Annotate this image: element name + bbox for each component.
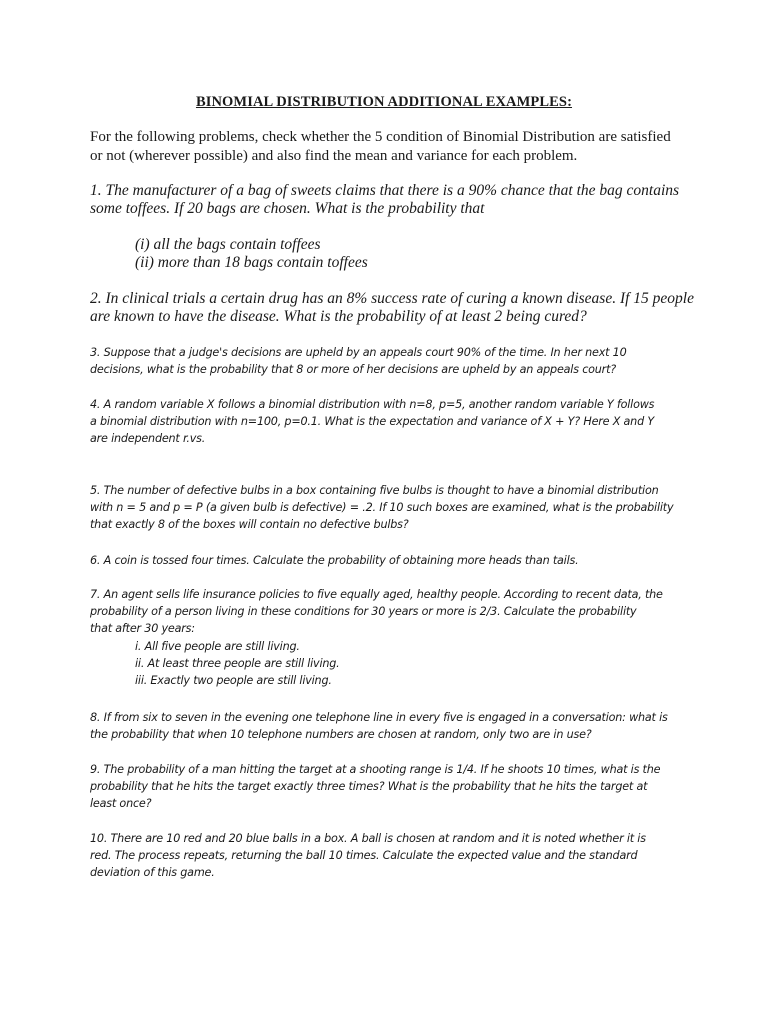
intro-paragraph: [90, 128, 710, 166]
question-3: [90, 344, 690, 378]
question-line: red. The process repeats, returning the ball 10 times. Calculate the expected value and the standard: [90, 849, 638, 863]
question-line: decisions, what is the probability that 8 or more of her decisions are upheld by an appeals court?: [90, 363, 617, 377]
question-line: 9. The probability of a man hitting the target at a shooting range is 1/4. If he shoots 10 times, what is the: [90, 763, 661, 776]
question-line: probability of a person living in these conditions for 30 years or more is 2/3. Calculate the probability: [90, 605, 637, 619]
question-line: that exactly 8 of the boxes will contain no defective bulbs?: [90, 518, 409, 532]
subpart-item: i. All five people are still living.: [135, 640, 300, 653]
question-line: 3. Suppose that a judge's decisions are upheld by an appeals court 90% of the time. In her next 10: [90, 346, 627, 359]
intro-line: For the following problems, check whether the 5 condition of Binomial Distribution are satisfied: [90, 129, 671, 145]
question-4: [90, 396, 690, 448]
question-2: [90, 290, 694, 326]
question-line: least once?: [90, 797, 152, 811]
question-line: are independent r.vs.: [90, 432, 206, 446]
subpart-item: iii. Exactly two people are still living.: [135, 674, 332, 688]
question-line: with n = 5 and p = P (a given bulb is defective) = .2. If 10 such boxes are examined, what is the probability: [90, 501, 674, 515]
question-line: 1. The manufacturer of a bag of sweets claims that there is a 90% chance that the bag contains: [90, 182, 680, 199]
subpart-item: (i) all the bags contain toffees: [135, 236, 321, 253]
question-line: 8. If from six to seven in the evening one telephone line in every five is engaged in a conversation: what is: [90, 711, 668, 724]
question-line: 4. A random variable X follows a binomial distribution with n=8, p=5, another random variable Y follows: [90, 398, 655, 411]
question-line: a binomial distribution with n=100, p=0.1. What is the expectation and variance of X + Y? Here X and Y: [90, 415, 654, 429]
question-line: are known to have the disease. What is the probability of at least 2 being cured?: [90, 308, 587, 325]
question-line: 10. There are 10 red and 20 blue balls in a box. A ball is chosen at random and it is noted whether it is: [90, 832, 646, 845]
subpart-item: (ii) more than 18 bags contain toffees: [135, 254, 368, 271]
question-line: 2. In clinical trials a certain drug has an 8% success rate of curing a known disease. If 15 people: [90, 290, 694, 307]
question-line: 5. The number of defective bulbs in a box containing five bulbs is thought to have a binomial distribution: [90, 484, 659, 497]
document-title: BINOMIAL DISTRIBUTION ADDITIONAL EXAMPLES:: [195, 94, 573, 110]
subpart-item: ii. At least three people are still living.: [135, 657, 340, 671]
question-line: probability that he hits the target exactly three times? What is the probability that he hits the target at: [90, 780, 648, 794]
question-line: the probability that when 10 telephone numbers are chosen at random, only two are in use?: [90, 728, 592, 742]
intro-line: or not (wherever possible) and also find the mean and variance for each problem.: [90, 148, 578, 164]
question-line: 7. An agent sells life insurance policies to five equally aged, healthy people. According to recent data, the: [90, 588, 663, 601]
question-10: [90, 830, 690, 882]
question-line: deviation of this game.: [90, 866, 215, 880]
question-line: that after 30 years:: [90, 622, 195, 636]
question-1-subparts: [135, 236, 368, 272]
question-7: [90, 586, 690, 638]
question-8: [90, 709, 690, 743]
question-1: [90, 182, 690, 218]
question-line: some toffees. If 20 bags are chosen. What is the probability that: [90, 200, 485, 217]
question-7-subparts: [135, 638, 340, 690]
question-5: [90, 482, 690, 534]
question-6: [90, 552, 690, 569]
question-line: 6. A coin is tossed four times. Calculate the probability of obtaining more heads than tails.: [90, 554, 579, 567]
question-9: [90, 761, 690, 813]
